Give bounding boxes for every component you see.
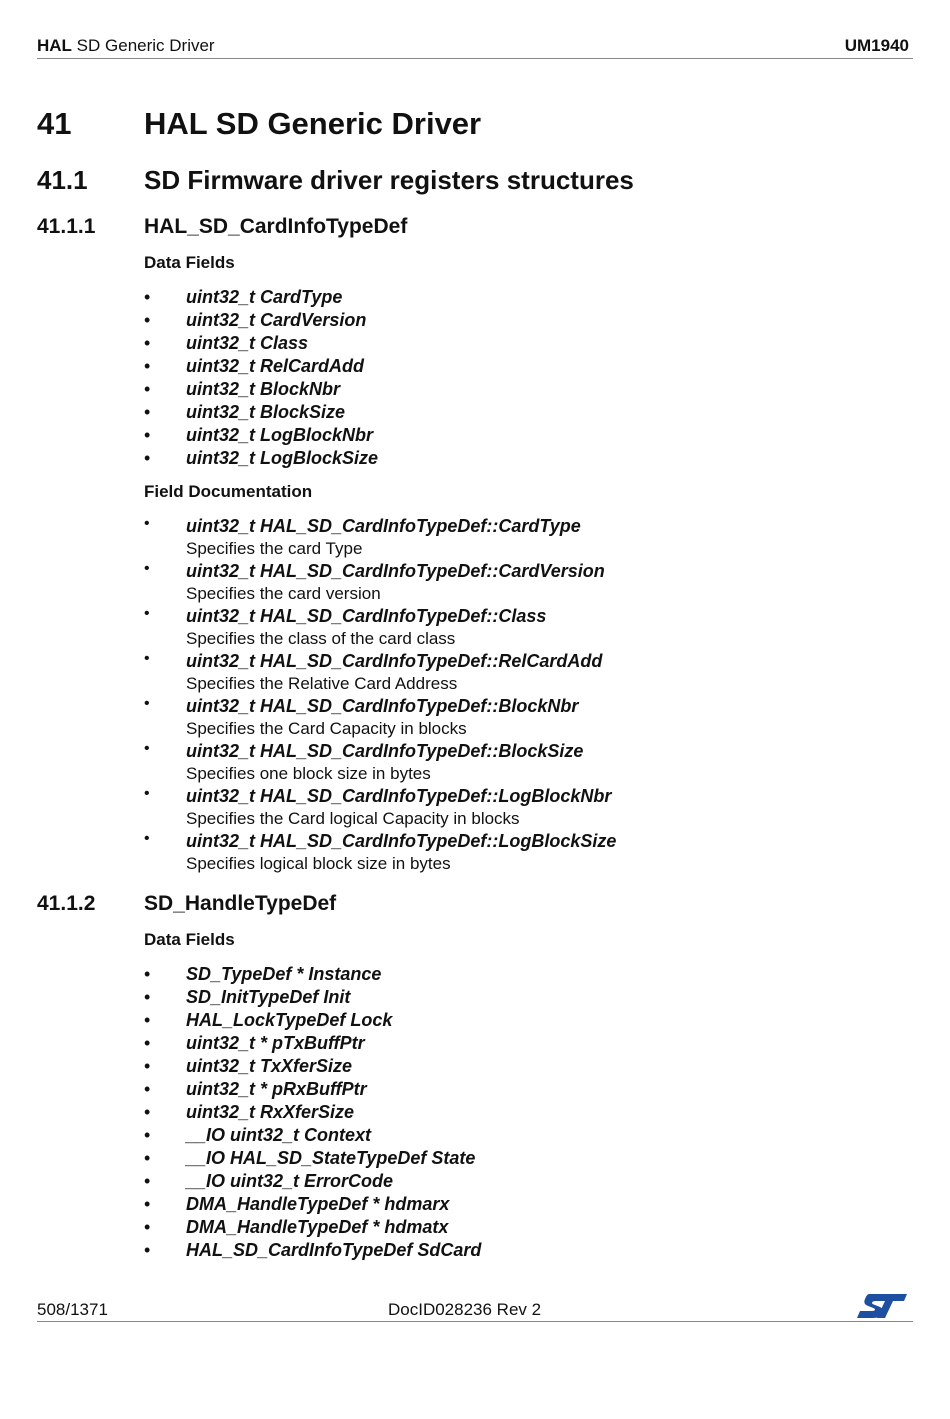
field-description: Specifies logical block size in bytes bbox=[186, 854, 451, 873]
subsection-heading-1 bbox=[37, 215, 407, 239]
list-item bbox=[144, 1124, 481, 1147]
field-description: Specifies the Card logical Capacity in blocks bbox=[186, 809, 520, 828]
section-number: 41.1 bbox=[37, 165, 88, 195]
bullet-icon: • bbox=[144, 515, 150, 532]
field-description: Specifies the Card Capacity in blocks bbox=[186, 719, 467, 738]
section-heading bbox=[37, 165, 634, 196]
doc-id: DocID028236 Rev 2 bbox=[388, 1300, 542, 1319]
list-item bbox=[144, 1193, 481, 1216]
field-documentation-list bbox=[144, 515, 616, 875]
list-item bbox=[144, 447, 378, 470]
field-name: SD_TypeDef * Instance bbox=[186, 964, 382, 984]
list-item bbox=[144, 1055, 481, 1078]
field-signature: uint32_t HAL_SD_CardInfoTypeDef::BlockNbr bbox=[186, 696, 579, 716]
field-name: DMA_HandleTypeDef * hdmarx bbox=[186, 1194, 450, 1214]
bullet-icon: • bbox=[144, 356, 151, 376]
field-description: Specifies the Relative Card Address bbox=[186, 674, 458, 693]
page-number: 508/1371 bbox=[37, 1300, 108, 1319]
field-name: uint32_t CardType bbox=[186, 287, 343, 307]
bullet-icon: • bbox=[144, 1217, 151, 1237]
field-name: HAL_SD_CardInfoTypeDef SdCard bbox=[186, 1240, 482, 1260]
page-footer bbox=[37, 1297, 913, 1322]
field-description: Specifies the card version bbox=[186, 584, 381, 603]
subsection-title: HAL_SD_CardInfoTypeDef bbox=[144, 215, 408, 238]
bullet-icon: • bbox=[144, 740, 150, 757]
field-name: uint32_t CardVersion bbox=[186, 310, 367, 330]
list-item bbox=[144, 785, 616, 830]
header-title-rest: SD Generic Driver bbox=[71, 36, 215, 55]
field-name: uint32_t * pTxBuffPtr bbox=[186, 1033, 365, 1053]
field-name: DMA_HandleTypeDef * hdmatx bbox=[186, 1217, 449, 1237]
list-item bbox=[144, 560, 616, 605]
list-item bbox=[144, 695, 616, 740]
field-name: uint32_t BlockSize bbox=[186, 402, 346, 422]
bullet-icon: • bbox=[144, 333, 151, 353]
list-item bbox=[144, 1009, 481, 1032]
list-item bbox=[144, 309, 378, 332]
field-signature: uint32_t HAL_SD_CardInfoTypeDef::LogBlockNbr bbox=[186, 786, 612, 806]
chapter-heading bbox=[37, 106, 481, 142]
field-signature: uint32_t HAL_SD_CardInfoTypeDef::LogBlockSize bbox=[186, 831, 617, 851]
field-name: __IO uint32_t Context bbox=[186, 1125, 372, 1145]
field-name: uint32_t BlockNbr bbox=[186, 379, 341, 399]
bullet-icon: • bbox=[144, 1079, 151, 1099]
data-fields-list bbox=[144, 963, 481, 1262]
data-fields-label: Data Fields bbox=[144, 930, 235, 949]
subsection-number: 41.1.1 bbox=[37, 215, 96, 238]
bullet-icon: • bbox=[144, 1102, 151, 1122]
subsection-number: 41.1.2 bbox=[37, 892, 96, 915]
list-item bbox=[144, 1170, 481, 1193]
field-description: Specifies the card Type bbox=[186, 539, 363, 558]
header-title bbox=[37, 36, 215, 56]
bullet-icon: • bbox=[144, 1171, 151, 1191]
bullet-icon: • bbox=[144, 287, 151, 307]
field-documentation-label: Field Documentation bbox=[144, 482, 313, 501]
list-item bbox=[144, 605, 616, 650]
list-item bbox=[144, 1147, 481, 1170]
field-name: uint32_t * pRxBuffPtr bbox=[186, 1079, 367, 1099]
bullet-icon: • bbox=[144, 1056, 151, 1076]
field-name: uint32_t LogBlockNbr bbox=[186, 425, 374, 445]
bullet-icon: • bbox=[144, 402, 151, 422]
field-signature: uint32_t HAL_SD_CardInfoTypeDef::CardType bbox=[186, 516, 581, 536]
header-doc-number: UM1940 bbox=[844, 36, 909, 55]
list-item bbox=[144, 830, 616, 875]
bullet-icon: • bbox=[144, 1125, 151, 1145]
bullet-icon: • bbox=[144, 1240, 151, 1260]
list-item bbox=[144, 1239, 481, 1262]
list-item bbox=[144, 332, 378, 355]
bullet-icon: • bbox=[144, 560, 150, 577]
list-item bbox=[144, 1216, 481, 1239]
field-signature: uint32_t HAL_SD_CardInfoTypeDef::Class bbox=[186, 606, 547, 626]
list-item bbox=[144, 424, 378, 447]
field-name: uint32_t Class bbox=[186, 333, 309, 353]
field-signature: uint32_t HAL_SD_CardInfoTypeDef::CardVersion bbox=[186, 561, 605, 581]
field-name: uint32_t LogBlockSize bbox=[186, 448, 379, 468]
subsection-heading-2 bbox=[37, 892, 336, 916]
bullet-icon: • bbox=[144, 448, 151, 468]
list-item bbox=[144, 963, 481, 986]
bullet-icon: • bbox=[144, 605, 150, 622]
bullet-icon: • bbox=[144, 987, 151, 1007]
list-item bbox=[144, 740, 616, 785]
field-name: uint32_t TxXferSize bbox=[186, 1056, 353, 1076]
bullet-icon: • bbox=[144, 425, 151, 445]
bullet-icon: • bbox=[144, 650, 150, 667]
page-header bbox=[37, 34, 913, 59]
bullet-icon: • bbox=[144, 1148, 151, 1168]
field-name: uint32_t RxXferSize bbox=[186, 1102, 355, 1122]
chapter-number: 41 bbox=[37, 106, 72, 141]
data-fields-label: Data Fields bbox=[144, 253, 235, 272]
bullet-icon: • bbox=[144, 1033, 151, 1053]
bullet-icon: • bbox=[144, 785, 150, 802]
bullet-icon: • bbox=[144, 1194, 151, 1214]
list-item bbox=[144, 378, 378, 401]
list-item bbox=[144, 650, 616, 695]
list-item bbox=[144, 515, 616, 560]
header-title-bold: HAL bbox=[37, 36, 72, 55]
section-title: SD Firmware driver registers structures bbox=[144, 165, 634, 195]
field-signature: uint32_t HAL_SD_CardInfoTypeDef::BlockSize bbox=[186, 741, 584, 761]
field-name: uint32_t RelCardAdd bbox=[186, 356, 365, 376]
list-item bbox=[144, 986, 481, 1009]
field-name: __IO HAL_SD_StateTypeDef State bbox=[186, 1148, 476, 1168]
field-name: __IO uint32_t ErrorCode bbox=[186, 1171, 394, 1191]
bullet-icon: • bbox=[144, 695, 150, 712]
bullet-icon: • bbox=[144, 310, 151, 330]
data-fields-list bbox=[144, 286, 378, 470]
bullet-icon: • bbox=[144, 964, 151, 984]
field-signature: uint32_t HAL_SD_CardInfoTypeDef::RelCardAdd bbox=[186, 651, 603, 671]
bullet-icon: • bbox=[144, 379, 151, 399]
list-item bbox=[144, 286, 378, 309]
field-description: Specifies one block size in bytes bbox=[186, 764, 431, 783]
list-item bbox=[144, 1032, 481, 1055]
st-logo-icon bbox=[855, 1291, 909, 1326]
list-item bbox=[144, 401, 378, 424]
list-item bbox=[144, 355, 378, 378]
subsection-title: SD_HandleTypeDef bbox=[144, 892, 337, 915]
list-item bbox=[144, 1101, 481, 1124]
field-name: SD_InitTypeDef Init bbox=[186, 987, 351, 1007]
field-name: HAL_LockTypeDef Lock bbox=[186, 1010, 393, 1030]
list-item bbox=[144, 1078, 481, 1101]
bullet-icon: • bbox=[144, 830, 150, 847]
chapter-title: HAL SD Generic Driver bbox=[144, 106, 482, 141]
field-description: Specifies the class of the card class bbox=[186, 629, 456, 648]
bullet-icon: • bbox=[144, 1010, 151, 1030]
